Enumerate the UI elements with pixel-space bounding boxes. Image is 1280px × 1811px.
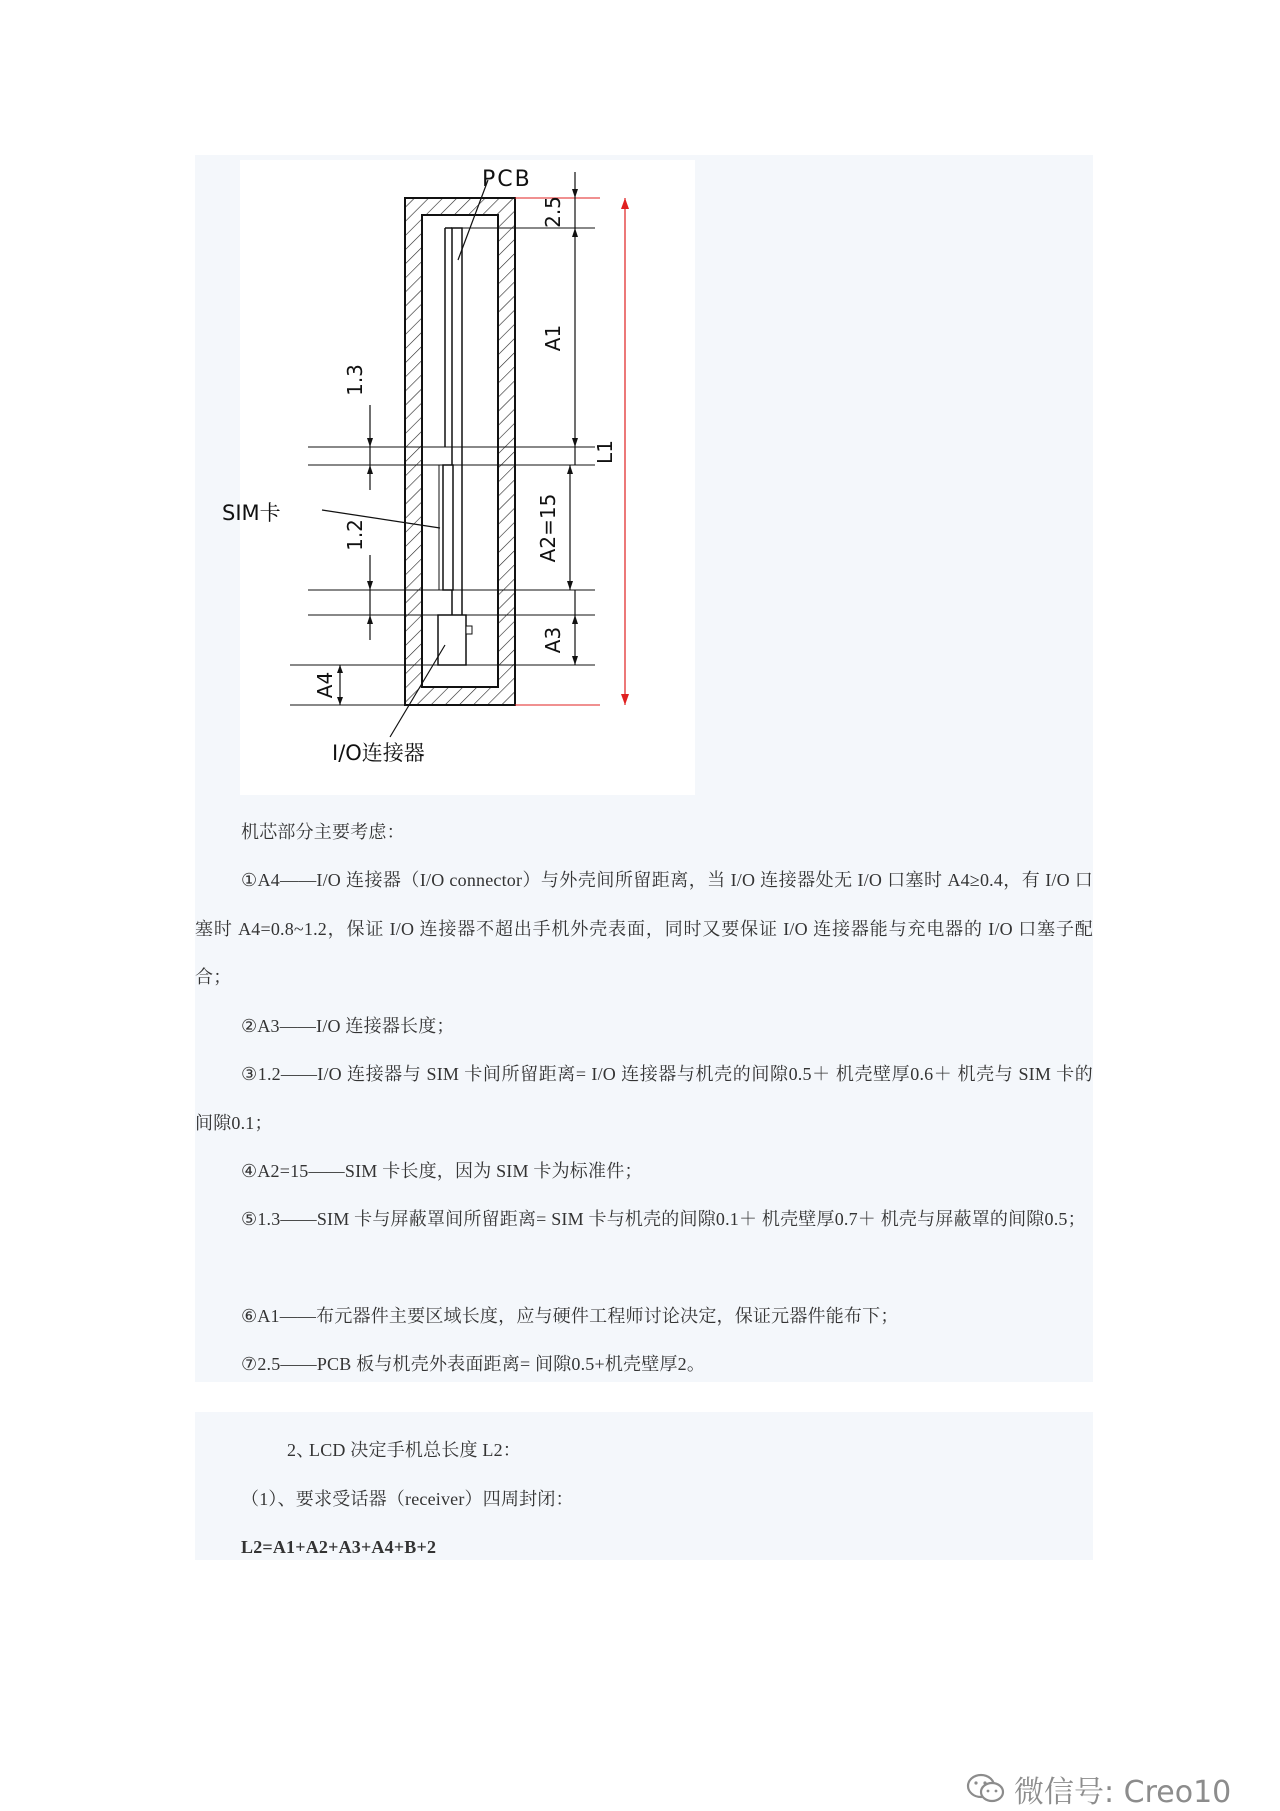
intro-paragraph: 机芯部分主要考虑： bbox=[241, 822, 405, 842]
section-2-heading bbox=[195, 1426, 1093, 1475]
item-a4-paragraph: ①A4——I/O 连接器（I/O connector）与外壳间所留距离，当 I/O 连接器处无 I/O 口塞时 A4≥0.4，有 I/O 口塞时 A4=0.8~1.2，保证 I/O 连接器不超出手机外壳表面，同时又要保证 I/O 连接器能与充电器的 I/O 口塞子配合； bbox=[195, 870, 1093, 987]
wechat-icon bbox=[966, 1772, 1006, 1806]
sim-card-label: SIM卡 bbox=[222, 501, 281, 525]
pcb-label: PCB bbox=[482, 167, 532, 192]
section-2-number: 2、 bbox=[287, 1440, 315, 1460]
phone-length-diagram bbox=[222, 160, 695, 795]
item-2-5-paragraph: ⑦2.5——PCB 板与机壳外表面距离= 间隙0.5+机壳壁厚2。 bbox=[241, 1354, 706, 1374]
item-a3-paragraph: ②A3——I/O 连接器长度； bbox=[241, 1016, 455, 1036]
dim-2-5-label: 2.5 bbox=[541, 196, 565, 228]
dim-1-3-label: 1.3 bbox=[343, 364, 367, 396]
item-1-3-paragraph: ⑤1.3——SIM 卡与屏蔽罩间所留距离= SIM 卡与机壳的间隙0.1＋ 机壳壁厚0.7＋ 机壳与屏蔽罩的间隙0.5； bbox=[241, 1209, 1086, 1229]
sim-card bbox=[443, 465, 453, 590]
wechat-watermark bbox=[966, 1769, 1231, 1809]
io-connector bbox=[438, 615, 466, 665]
item-a2-paragraph: ④A2=15——SIM 卡长度，因为 SIM 卡为标准件； bbox=[241, 1161, 643, 1181]
dim-1-2-label: 1.2 bbox=[343, 519, 367, 551]
dim-a1-label: A1 bbox=[541, 324, 565, 352]
watermark-text: 微信号: Creo10 bbox=[1014, 1775, 1232, 1810]
dim-a4-label: A4 bbox=[313, 671, 337, 699]
io-connector-label: I/O连接器 bbox=[332, 741, 425, 765]
formula-l2: L2=A1+A2+A3+A4+B+2 bbox=[241, 1537, 437, 1557]
dim-l1-label: L1 bbox=[593, 440, 617, 464]
item-1-2-paragraph: ③1.2——I/O 连接器与 SIM 卡间所留距离= I/O 连接器与机壳的间隙0.5＋ 机壳壁厚0.6＋ 机壳与 SIM 卡的间隙0.1； bbox=[195, 1064, 1093, 1133]
section-2-sub1: （1）、要求受话器（receiver）四周封闭： bbox=[241, 1489, 574, 1509]
section-2-title: LCD 决定手机总长度 L2： bbox=[309, 1440, 521, 1460]
dim-a3-label: A3 bbox=[541, 626, 565, 654]
item-a1-paragraph: ⑥A1——布元器件主要区域长度，应与硬件工程师讨论决定，保证元器件能布下； bbox=[241, 1306, 899, 1326]
dim-a2-label: A2=15 bbox=[536, 493, 560, 563]
